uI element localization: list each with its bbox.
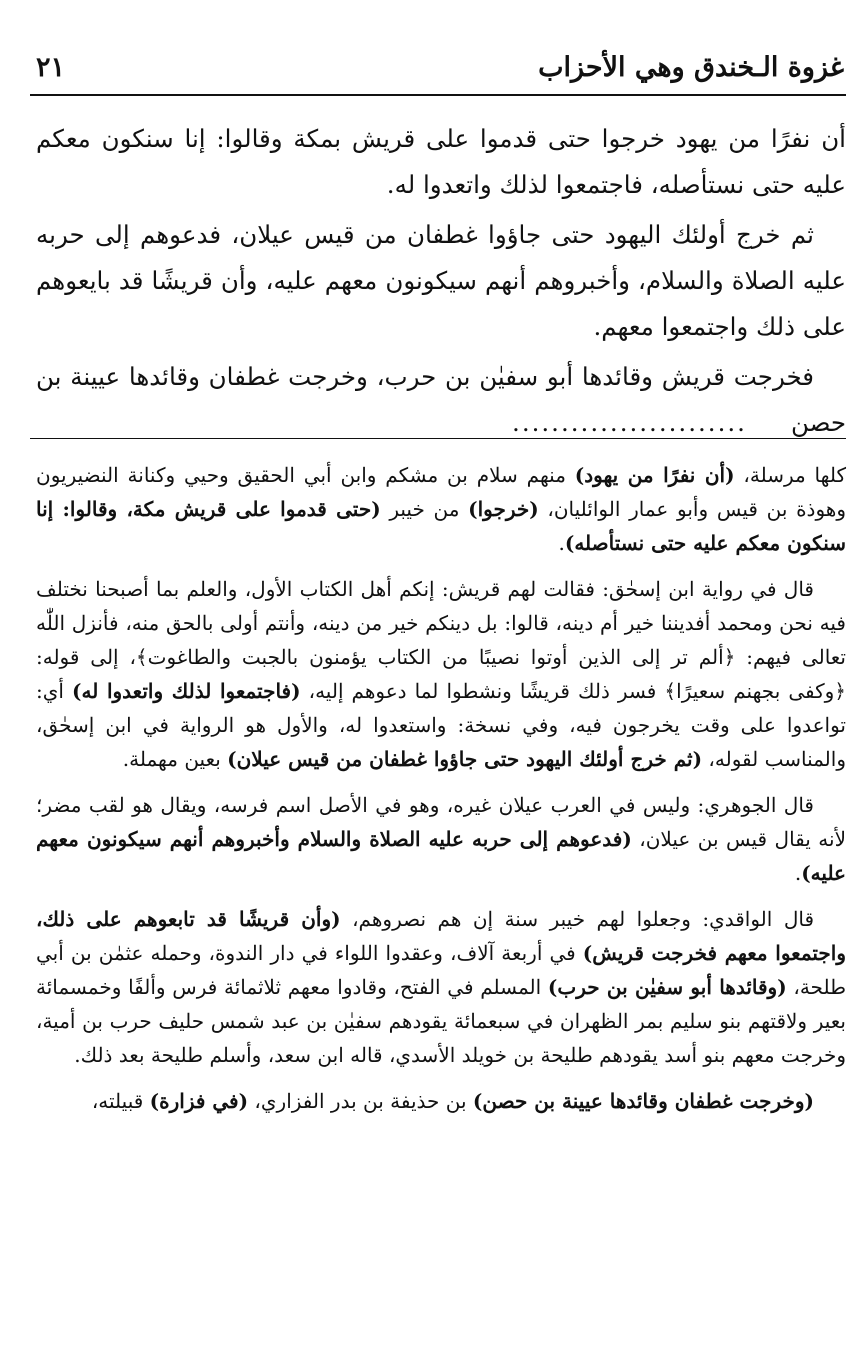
quoted-matn: (في فزارة) [149,1089,249,1113]
commentary-text: منهم سلام بن مشكم وابن أبي الحقيق وحيي وكنانة النضيريون وهوذة بن قيس وأبو عمار الوائليان، [36,463,847,521]
continuation-dots: ........................ [512,408,747,437]
commentary-text: كلها مرسلة، [734,463,847,487]
commentary-text: من خيبر [380,497,469,521]
quoted-matn: (فدعوهم إلى حربه عليه الصلاة والسلام وأخبروهم أنهم سيكونون معهم عليه) [36,827,846,885]
quoted-matn: (وخرجت غطفان وقائدها عيينة بن حصن) [472,1089,814,1113]
commentary-text: قال الجوهري: وليس في العرب عيلان غيره، وهو في الأصل اسم فرسه، ويقال هو لقب مضر؛ لأنه يقال قيس بن عيلان، [36,793,846,851]
commentary-paragraph [36,788,846,890]
quoted-matn: (حتى قدموا على قريش مكة، وقالوا: إنا سنكون معكم عليه حتى نستأصله) [36,497,846,555]
commentary-text: . [558,531,565,555]
main-text-paragraph: أن نفرًا من يهود خرجوا حتى قدموا على قريش بمكة وقالوا: إنا سنكون معكم عليه حتى نستأصله، فاجتمعوا لذلك واتعدوا له. [36,124,846,199]
commentary-text: بعين مهملة. [122,747,228,771]
commentary-paragraph [36,458,846,560]
main-text-paragraph: ثم خرج أولئك اليهود حتى جاؤوا غطفان من قيس عيلان، فدعوهم إلى حربه عليه الصلاة والسلام، وأخبروهم أنهم سيكونون معهم عليه، وأن قريشًا قد بايعوهم على ذلك واجتمعوا معهم. [36,220,846,341]
running-title: غزوة الـخندق وهي الأحزاب [538,52,844,83]
main-text [36,116,846,446]
quoted-matn: (فاجتمعوا لذلك واتعدوا له) [72,679,301,703]
page-number: ٢١ [36,52,66,83]
commentary-text: قال في رواية ابن إسحٰق: فقالت لهم قريش: إنكم أهل الكتاب الأول، والعلم بما أصبحنا نختلف فيه نحن ومحمد أفديننا خير أم دينه، قالوا: بل دينكم خير من دينه، وأنتم أولى بالحق منه، فأنزل اللّٰه تعالى فيهم: ﴿ألم تر إلى الذين أوتوا نصيبًا من الكتاب يؤمنون بالجبت والطاغوت﴾، إلى قوله: ﴿وكفى بجهنم سعيرًا﴾ فسر ذلك قريشًا ونشطوا لما دعوهم إليه، [36,577,847,703]
commentary-text: . [794,861,802,885]
commentary-text: أي: تواعدوا على وقت يخرجون فيه، وفي نسخة: واستعدوا له، والأول هو الرواية في ابن إسحٰق، والمناسب لقوله، [36,679,846,771]
quoted-matn: (خرجوا) [468,497,539,521]
page-header [36,44,844,88]
commentary-text: قبيلته، [91,1089,150,1113]
commentary-text: المسلم في الفتح، وقادوا معهم ثلاثمائة فرس وألفًا وخمسمائة بعير ولاقتهم بنو سليم بمر الظهران في سبعمائة يقودهم سفيٰن بن عبد شمس حليف حرب بن أمية، وخرجت معهم بنو أسد يقودهم طليحة بن خويلد الأسدي، قاله ابن سعد، وأسلم طليحة بعد ذلك. [36,975,846,1067]
commentary-paragraph [36,902,846,1072]
commentary-paragraph [36,572,846,776]
quoted-matn: (ثم خرج أولئك اليهود حتى جاؤوا غطفان من قيس عيلان) [227,747,703,771]
quoted-matn: (وقائدها أبو سفيٰن بن حرب) [547,975,787,999]
commentary-paragraph [36,1084,846,1118]
main-text-line: فخرجت قريش وقائدها أبو سفيٰن بن حرب، وخرجت غطفان وقائدها عيينة بن حصن [36,362,846,437]
commentary [36,458,846,1130]
commentary-text: بن حذيفة بن بدر الفزاري، [248,1089,473,1113]
quoted-matn: (وأن قريشًا قد تابعوهم على ذلك، واجتمعوا معهم فخرجت قريش) [36,907,847,965]
quoted-matn: (أن نفرًا من يهود) [574,463,735,487]
main-text-paragraph [36,354,846,446]
commentary-text: في أربعة آلاف، وعقدوا اللواء في دار الندوة، وحمله عثمٰن بن أبي طلحة، [36,941,846,999]
header-rule [30,94,846,96]
separator-rule [30,438,846,439]
commentary-text: قال الواقدي: وجعلوا لهم خيبر سنة إن هم نصروهم، [340,907,815,931]
